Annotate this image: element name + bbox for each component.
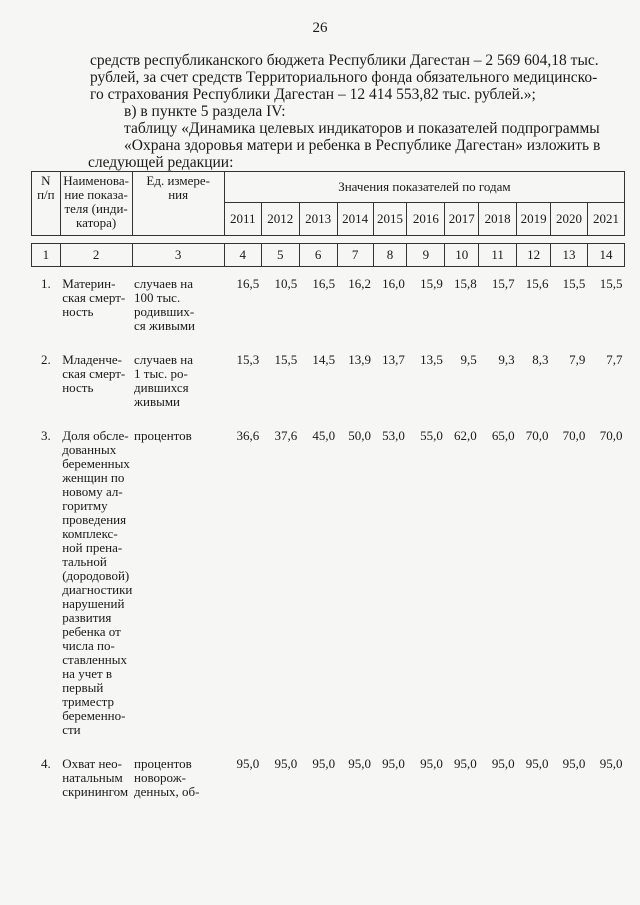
table-intro-line: следующей редакции:: [88, 154, 234, 171]
value-cell: 95,0: [420, 756, 443, 771]
year-cell: 2017: [445, 203, 479, 236]
budget-paragraph: [88, 52, 601, 171]
value-cell: 45,0: [312, 428, 336, 443]
year-cell: 2011: [224, 203, 261, 236]
header-col-unit: Ед. измере- ния: [132, 172, 224, 236]
value-cell: 70,0: [562, 428, 586, 443]
value-cell: 16,0: [382, 276, 405, 291]
value-cell: 37,6: [274, 428, 298, 443]
paragraph-line: го страхования Республики Дагестан – 12 414 553,82 тыс. рублей.»;: [90, 86, 536, 103]
header-year-group: Значения показателей по годам: [224, 172, 624, 203]
indicator-name: Охват нео- натальным скринингом: [62, 756, 129, 799]
table-row: [32, 739, 625, 801]
value-cell: 16,5: [312, 276, 336, 291]
value-cell: 13,5: [420, 352, 443, 367]
year-cell: 2020: [550, 203, 587, 236]
value-cell: 95,0: [382, 756, 405, 771]
column-number: 14: [587, 244, 624, 267]
table-row: [32, 267, 625, 336]
value-cell: 15,6: [525, 276, 549, 291]
column-number: 13: [550, 244, 587, 267]
value-cell: 8,3: [532, 352, 549, 367]
year-cell: 2014: [337, 203, 373, 236]
value-cell: 95,0: [348, 756, 372, 771]
row-number: 4.: [40, 756, 51, 771]
table-intro-line: таблицу «Динамика целевых индикаторов и показателей подпрограммы: [124, 120, 600, 137]
value-cell: 9,5: [460, 352, 477, 367]
value-cell: 7,9: [569, 352, 586, 367]
item-b: в) в пункте 5 раздела IV:: [124, 103, 286, 120]
value-cell: 53,0: [382, 428, 405, 443]
value-cell: 7,7: [606, 352, 623, 367]
value-cell: 55,0: [420, 428, 443, 443]
value-cell: 95,0: [312, 756, 336, 771]
value-cell: 95,0: [599, 756, 623, 771]
header-col-no: N п/п: [32, 172, 61, 236]
value-cell: 15,5: [599, 276, 623, 291]
value-cell: 95,0: [562, 756, 586, 771]
unit: случаев на 100 тыс. родивших- ся живыми: [134, 276, 196, 333]
value-cell: 13,7: [382, 352, 405, 367]
value-cell: 15,8: [453, 276, 477, 291]
column-number: 7: [337, 244, 373, 267]
year-cell: 2021: [587, 203, 624, 236]
indicator-name: Материн- ская смерт- ность: [62, 276, 126, 319]
value-cell: 10,5: [274, 276, 298, 291]
value-cell: 9,3: [498, 352, 515, 367]
header-col-name: Наименова- ние показа- теля (инди- катора): [60, 172, 132, 236]
column-number: 4: [224, 244, 261, 267]
column-number: 8: [373, 244, 407, 267]
value-cell: 62,0: [453, 428, 477, 443]
page-number: 26: [312, 20, 328, 36]
year-cell: 2016: [407, 203, 445, 236]
column-number: 11: [479, 244, 517, 267]
column-number: 5: [261, 244, 299, 267]
row-number: 3.: [40, 428, 51, 443]
indicator-name: Доля обсле- дованных беременных женщин по новому ал- горитму проведения комплекс- ной прена- тальной (дородовой) диагностики нарушений развития ребенка от числа по- ставленных на учет в первый триместр беременно- сти: [62, 428, 133, 737]
value-cell: 15,7: [491, 276, 515, 291]
value-cell: 36,6: [236, 428, 260, 443]
table-row: [32, 411, 625, 739]
value-cell: 15,9: [420, 276, 443, 291]
indicators-table: [31, 171, 625, 801]
value-cell: 95,0: [491, 756, 515, 771]
paragraph-line: рублей, за счет средств Территориального фонда обязательного медицинско-: [90, 69, 598, 86]
column-numbers-row: [32, 244, 625, 267]
value-cell: 14,5: [312, 352, 336, 367]
value-cell: 15,5: [562, 276, 586, 291]
value-cell: 50,0: [348, 428, 372, 443]
value-cell: 95,0: [453, 756, 477, 771]
indicator-name: Младенче- ская смерт- ность: [62, 352, 126, 395]
unit: процентов новорож- денных, об-: [134, 756, 200, 799]
value-cell: 95,0: [274, 756, 298, 771]
table-row: [32, 335, 625, 411]
paragraph-line: средств республиканского бюджета Республики Дагестан – 2 569 604,18 тыс.: [90, 52, 599, 69]
value-cell: 70,0: [599, 428, 623, 443]
column-number: 2: [60, 244, 132, 267]
year-cell: 2012: [261, 203, 299, 236]
column-number: 9: [407, 244, 445, 267]
value-cell: 70,0: [525, 428, 549, 443]
year-cell: 2013: [299, 203, 337, 236]
row-number: 2.: [40, 352, 51, 367]
value-cell: 16,5: [236, 276, 260, 291]
value-cell: 95,0: [525, 756, 549, 771]
value-cell: 65,0: [491, 428, 515, 443]
value-cell: 13,9: [348, 352, 372, 367]
value-cell: 16,2: [348, 276, 372, 291]
unit: случаев на 1 тыс. ро- дившихся живыми: [134, 352, 193, 409]
column-number: 1: [32, 244, 61, 267]
value-cell: 15,3: [236, 352, 260, 367]
row-number: 1.: [40, 276, 51, 291]
column-number: 10: [445, 244, 479, 267]
column-number: 3: [132, 244, 224, 267]
year-cell: 2018: [479, 203, 517, 236]
column-number: 12: [517, 244, 551, 267]
year-cell: 2019: [517, 203, 551, 236]
unit: процентов: [134, 428, 192, 443]
value-cell: 15,5: [274, 352, 298, 367]
year-cell: 2015: [373, 203, 407, 236]
value-cell: 95,0: [236, 756, 260, 771]
column-number: 6: [299, 244, 337, 267]
table-intro-line: «Охрана здоровья матери и ребенка в Республике Дагестан» изложить в: [124, 137, 601, 154]
